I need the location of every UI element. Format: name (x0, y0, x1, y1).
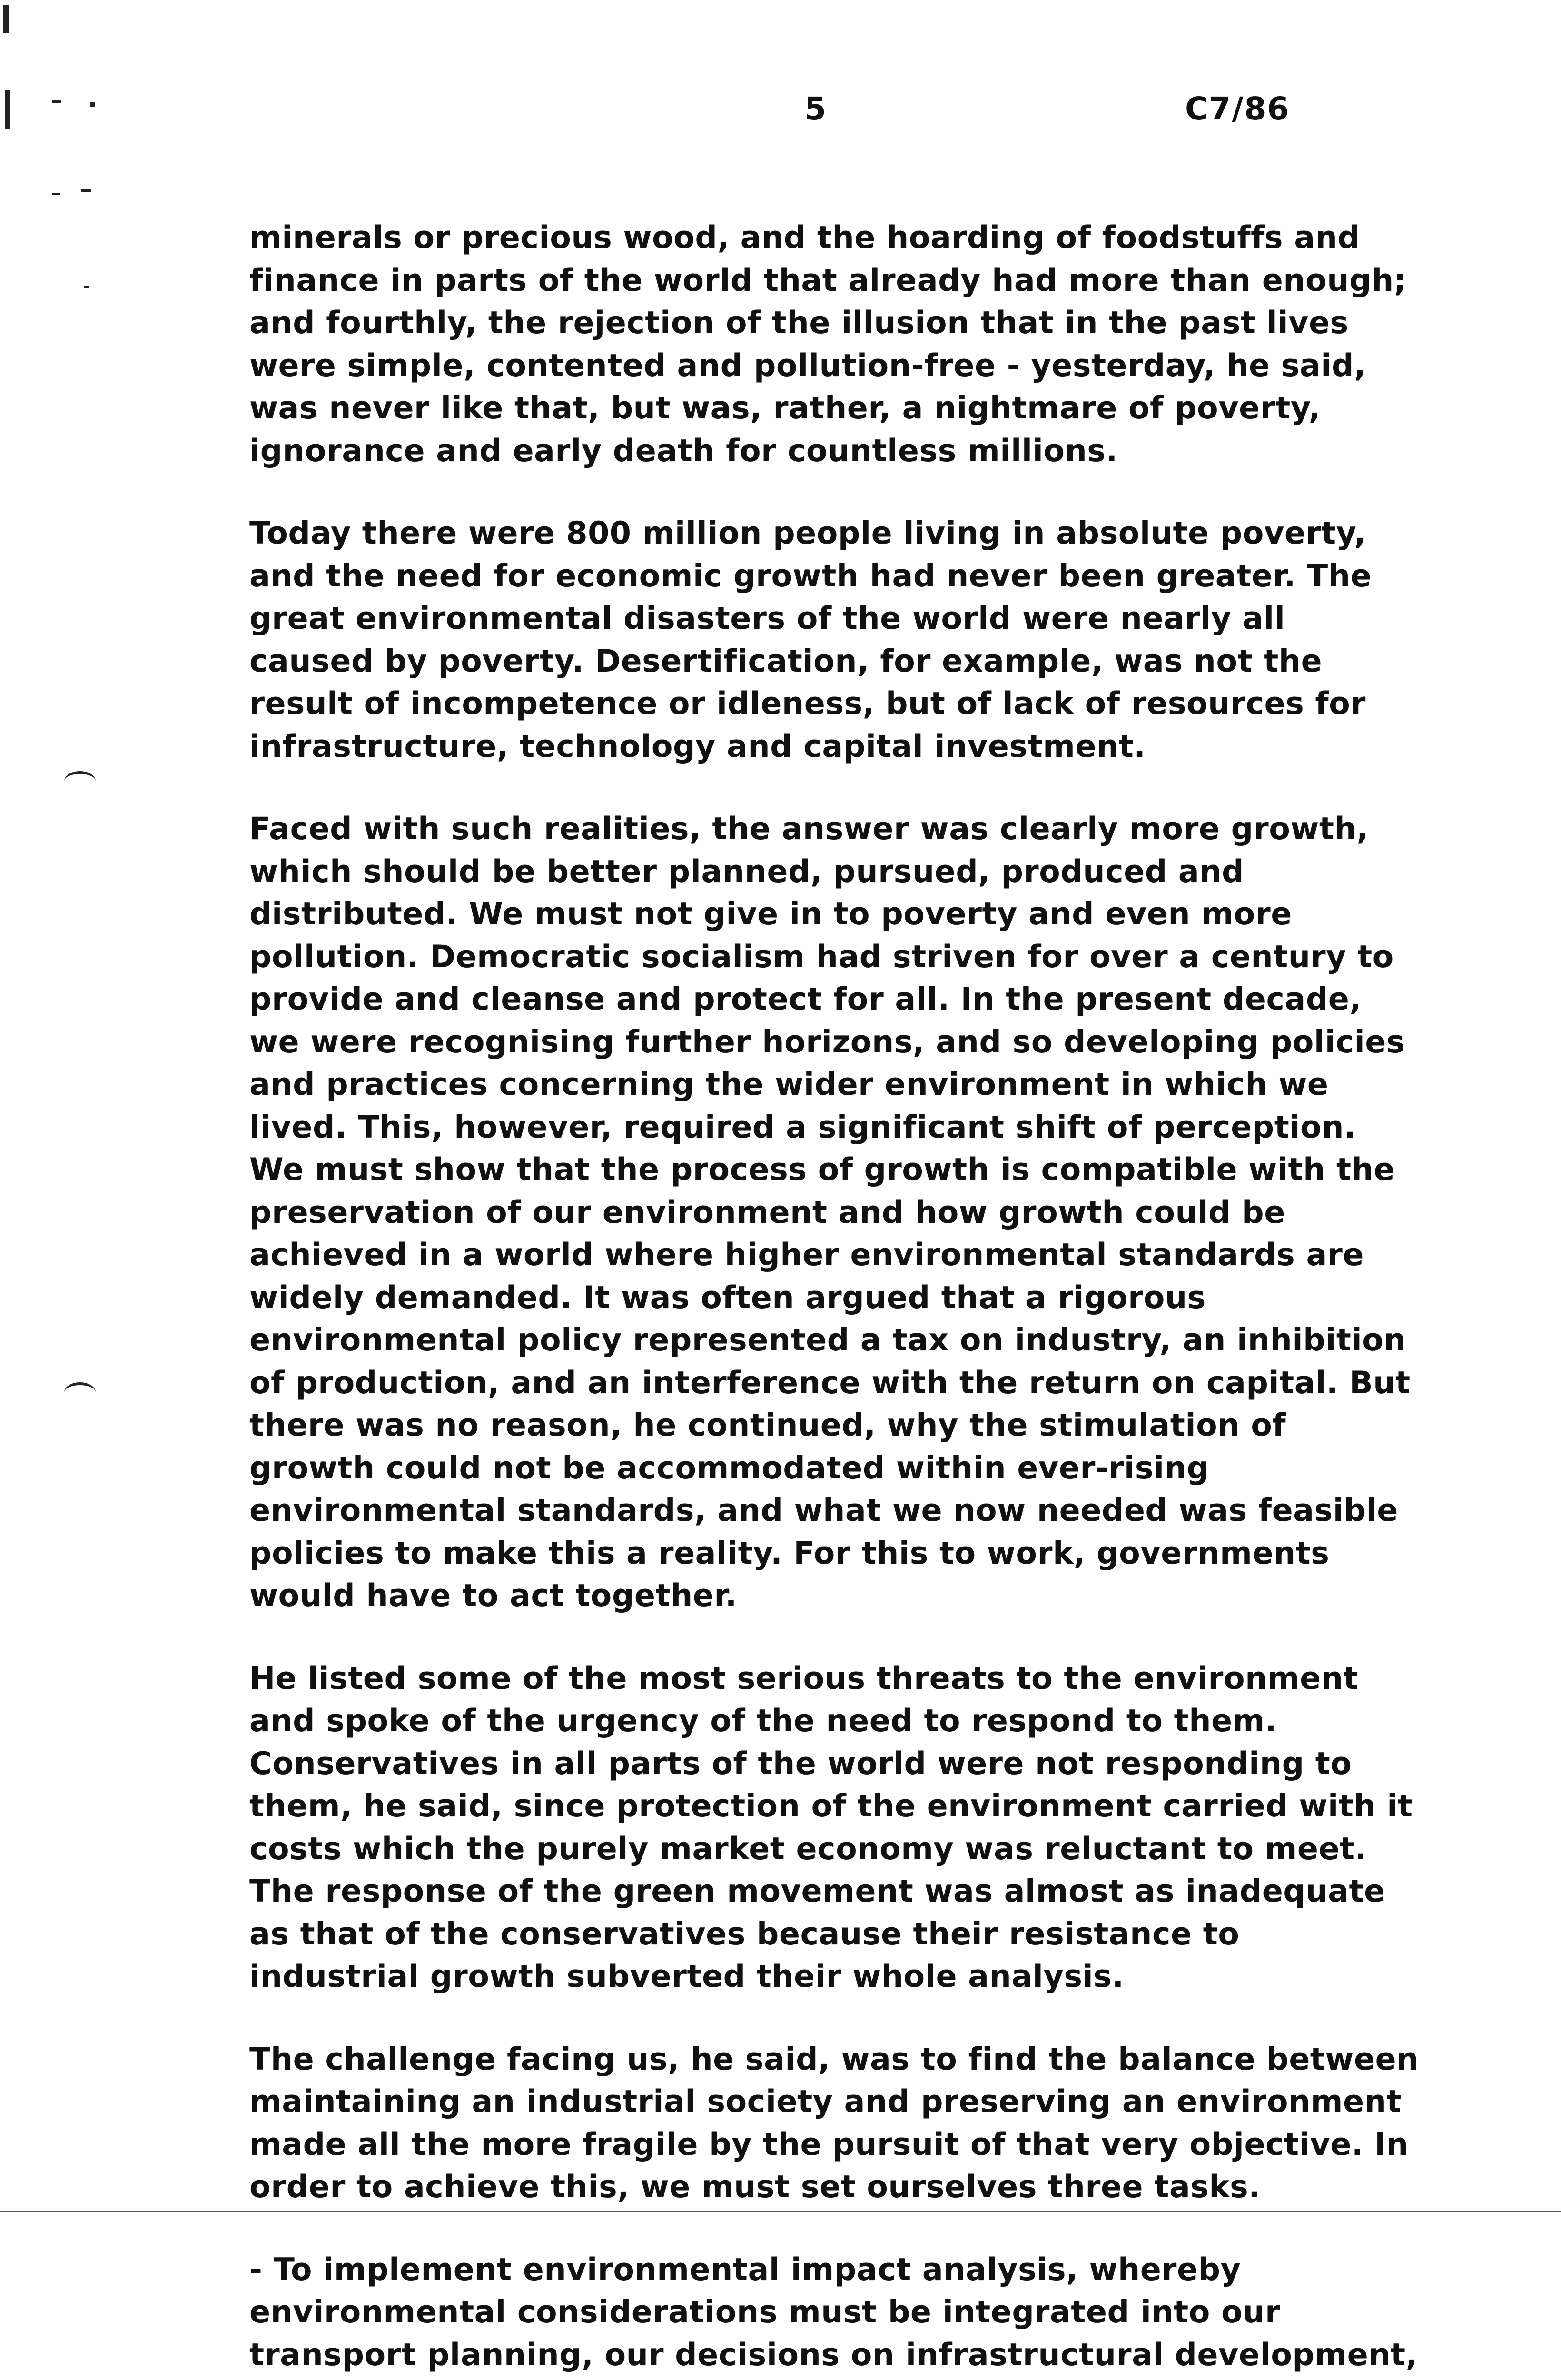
paragraph: Today there were 800 million people living in absolute poverty, and the need for economic growth had never been greater. The great environmental disasters of the world were nearly all caused by poverty. Desertification, for example, was not the result of incompetence or idleness, but of lack of resources for infrastructure, technology and capital investment. (249, 512, 1420, 768)
scan-mark (5, 90, 10, 129)
document-body (249, 217, 1420, 2380)
paragraph: Faced with such realities, the answer was clearly more growth, which should be better planned, pursued, produced and distributed. We must not give in to poverty and even more pollution. Democratic socialism had striven for over a century to provide and cleanse and protect for all. In the present decade, we were recognising further horizons, and so developing policies and practices concerning the wider environment in which we lived. This, however, required a significant shift of perception. We must show that the process of growth is compatible with the preservation of our environment and how growth could be achieved in a world where higher environmental standards are widely demanded. It was often argued that a rigorous environmental policy represented a tax on industry, an inhibition of production, and an interference with the return on capital. But there was no reason, he continued, why the stimulation of growth could not be accommodated within ever-rising environmental standards, and what we now needed was feasible policies to make this a reality. For this to work, governments would have to act together. (249, 808, 1420, 1617)
page-bottom-edge (0, 2211, 1561, 2212)
document-reference: C7/86 (1185, 90, 1290, 127)
scan-mark (81, 189, 91, 192)
punch-hole-mark (64, 1382, 96, 1402)
scan-mark (52, 193, 60, 195)
punch-hole-mark (64, 771, 96, 791)
scan-mark (52, 100, 61, 103)
paragraph: He listed some of the most serious threats to the environment and spoke of the urgency of the need to respond to them. Conservatives in all parts of the world were not responding to them, he said, since protection of the environment carried with it costs which the purely market economy was reluctant to meet. The response of the green movement was almost as inadequate as that of the conservatives because their resistance to industrial growth subverted their whole analysis. (249, 1657, 1420, 1998)
paragraph: The challenge facing us, he said, was to find the balance between maintaining an industrial society and preserving an environment made all the more fragile by the pursuit of that very objective. In order to achieve this, we must set ourselves three tasks. (249, 2038, 1420, 2209)
paragraph: - To implement environmental impact analysis, whereby environmental considerations must be integrated into our transport planning, our decisions on infrastructural development, (249, 2249, 1420, 2380)
scan-mark (3, 5, 9, 33)
paragraph: minerals or precious wood, and the hoarding of foodstuffs and finance in parts of the world that already had more than enough; and fourthly, the rejection of the illusion that in the past lives were simple, contented and pollution-free - yesterday, he said, was never like that, but was, rather, a nightmare of poverty, ignorance and early death for countless millions. (249, 217, 1420, 472)
page-number: 5 (804, 90, 827, 127)
scan-mark (90, 102, 95, 107)
scan-mark (84, 286, 89, 288)
